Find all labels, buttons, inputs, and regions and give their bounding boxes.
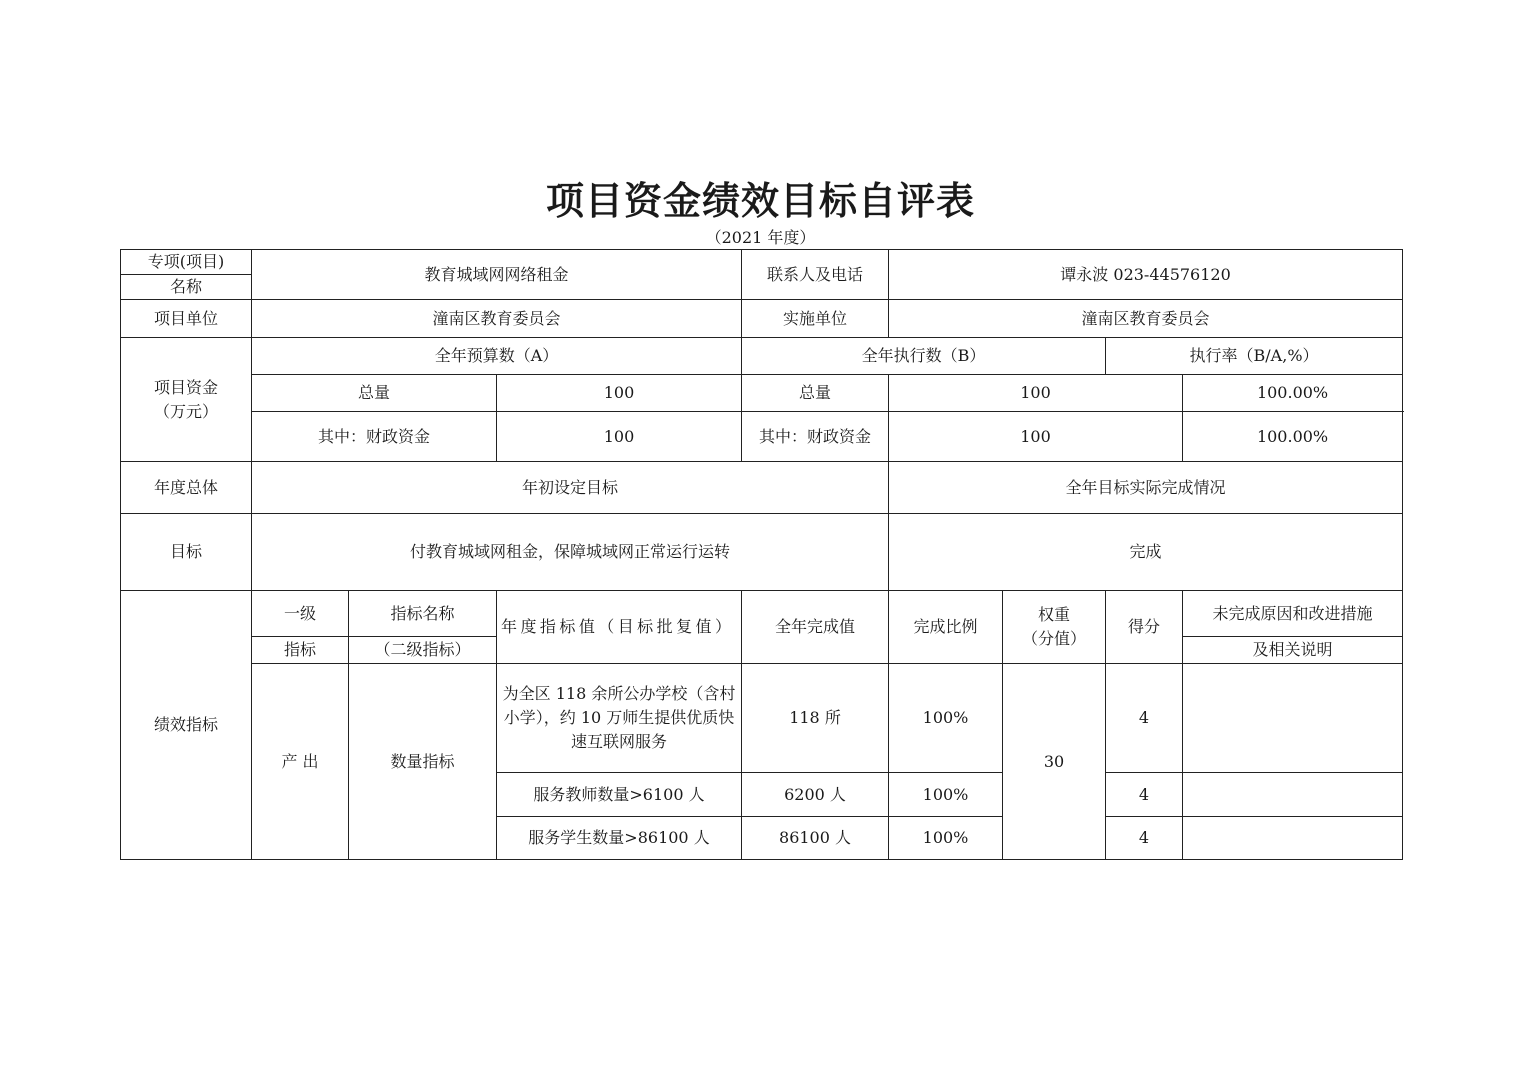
impl-unit-label: 实施单位 xyxy=(742,300,889,338)
project-unit-value: 潼南区教育委员会 xyxy=(252,300,742,338)
row1-ratio: 100% xyxy=(889,664,1003,773)
total-exec-value: 100 xyxy=(889,375,1183,412)
row2-score: 4 xyxy=(1106,773,1183,817)
total-exec-label: 总量 xyxy=(742,375,889,412)
project-name-label-line2: 名称 xyxy=(121,275,252,300)
row3-target: 服务学生数量>86100 人 xyxy=(497,817,742,860)
row3-reason xyxy=(1183,817,1403,860)
row2-target: 服务教师数量>6100 人 xyxy=(497,773,742,817)
total-rate-value: 100.00% xyxy=(1183,375,1403,412)
row3-completed: 86100 人 xyxy=(742,817,889,860)
total-budget-value: 100 xyxy=(497,375,742,412)
set-goal-header: 年初设定目标 xyxy=(252,462,889,514)
project-name-label-line1: 专项(项目) xyxy=(121,250,252,275)
exec-header: 全年执行数（B） xyxy=(742,338,1106,375)
row2-ratio: 100% xyxy=(889,773,1003,817)
set-goal-value: 付教育城域网租金，保障城域网正常运行运转 xyxy=(252,514,889,591)
reason-header-line1: 未完成原因和改进措施 xyxy=(1183,591,1403,637)
fiscal-budget-value: 100 xyxy=(497,412,742,462)
completed-header: 全年完成值 xyxy=(742,591,889,664)
row3-ratio: 100% xyxy=(889,817,1003,860)
contact-label: 联系人及电话 xyxy=(742,250,889,300)
budget-header: 全年预算数（A） xyxy=(252,338,742,375)
page-title: 项目资金绩效目标自评表 xyxy=(545,179,975,223)
weight-header: 权重 （分值） xyxy=(1003,591,1106,664)
performance-label: 绩效指标 xyxy=(121,591,252,860)
actual-header: 全年目标实际完成情况 xyxy=(889,462,1403,514)
row1-completed: 118 所 xyxy=(742,664,889,773)
name-header-line2: （二级指标） xyxy=(349,637,497,664)
name-header-line1: 指标名称 xyxy=(349,591,497,637)
level1-header-line1: 一级 xyxy=(252,591,349,637)
row3-score: 4 xyxy=(1106,817,1183,860)
total-budget-label: 总量 xyxy=(252,375,497,412)
rate-header: 执行率（B/A,%） xyxy=(1106,338,1403,375)
ratio-header: 完成比例 xyxy=(889,591,1003,664)
fiscal-budget-label: 其中：财政资金 xyxy=(252,412,497,462)
weight-value: 30 xyxy=(1003,664,1106,860)
fiscal-rate-value: 100.00% xyxy=(1183,412,1403,462)
row1-score: 4 xyxy=(1106,664,1183,773)
fiscal-exec-value: 100 xyxy=(889,412,1183,462)
page-subtitle-year: （2021 年度） xyxy=(705,228,816,247)
fiscal-exec-label: 其中：财政资金 xyxy=(742,412,889,462)
level1-header-line2: 指标 xyxy=(252,637,349,664)
reason-header-line2: 及相关说明 xyxy=(1183,637,1403,664)
row2-completed: 6200 人 xyxy=(742,773,889,817)
impl-unit-value: 潼南区教育委员会 xyxy=(889,300,1403,338)
overall-goal-label-line2: 目标 xyxy=(121,514,252,591)
level2-value: 数量指标 xyxy=(349,664,497,860)
project-unit-label: 项目单位 xyxy=(121,300,252,338)
row1-reason xyxy=(1183,664,1403,773)
self-evaluation-table xyxy=(120,249,1403,860)
overall-goal-label-line1: 年度总体 xyxy=(121,462,252,514)
score-header: 得分 xyxy=(1106,591,1183,664)
actual-value: 完成 xyxy=(889,514,1403,591)
row1-target: 为全区 118 余所公办学校（含村小学），约 10 万师生提供优质快速互联网服务 xyxy=(497,664,742,773)
funds-label: 项目资金 （万元） xyxy=(121,338,252,462)
level1-value: 产 出 xyxy=(252,664,349,860)
project-name-value: 教育城域网网络租金 xyxy=(252,250,742,300)
target-header: 年度指标值（目标批复值） xyxy=(497,591,742,664)
row2-reason xyxy=(1183,773,1403,817)
contact-value: 谭永波 023-44576120 xyxy=(889,250,1403,300)
